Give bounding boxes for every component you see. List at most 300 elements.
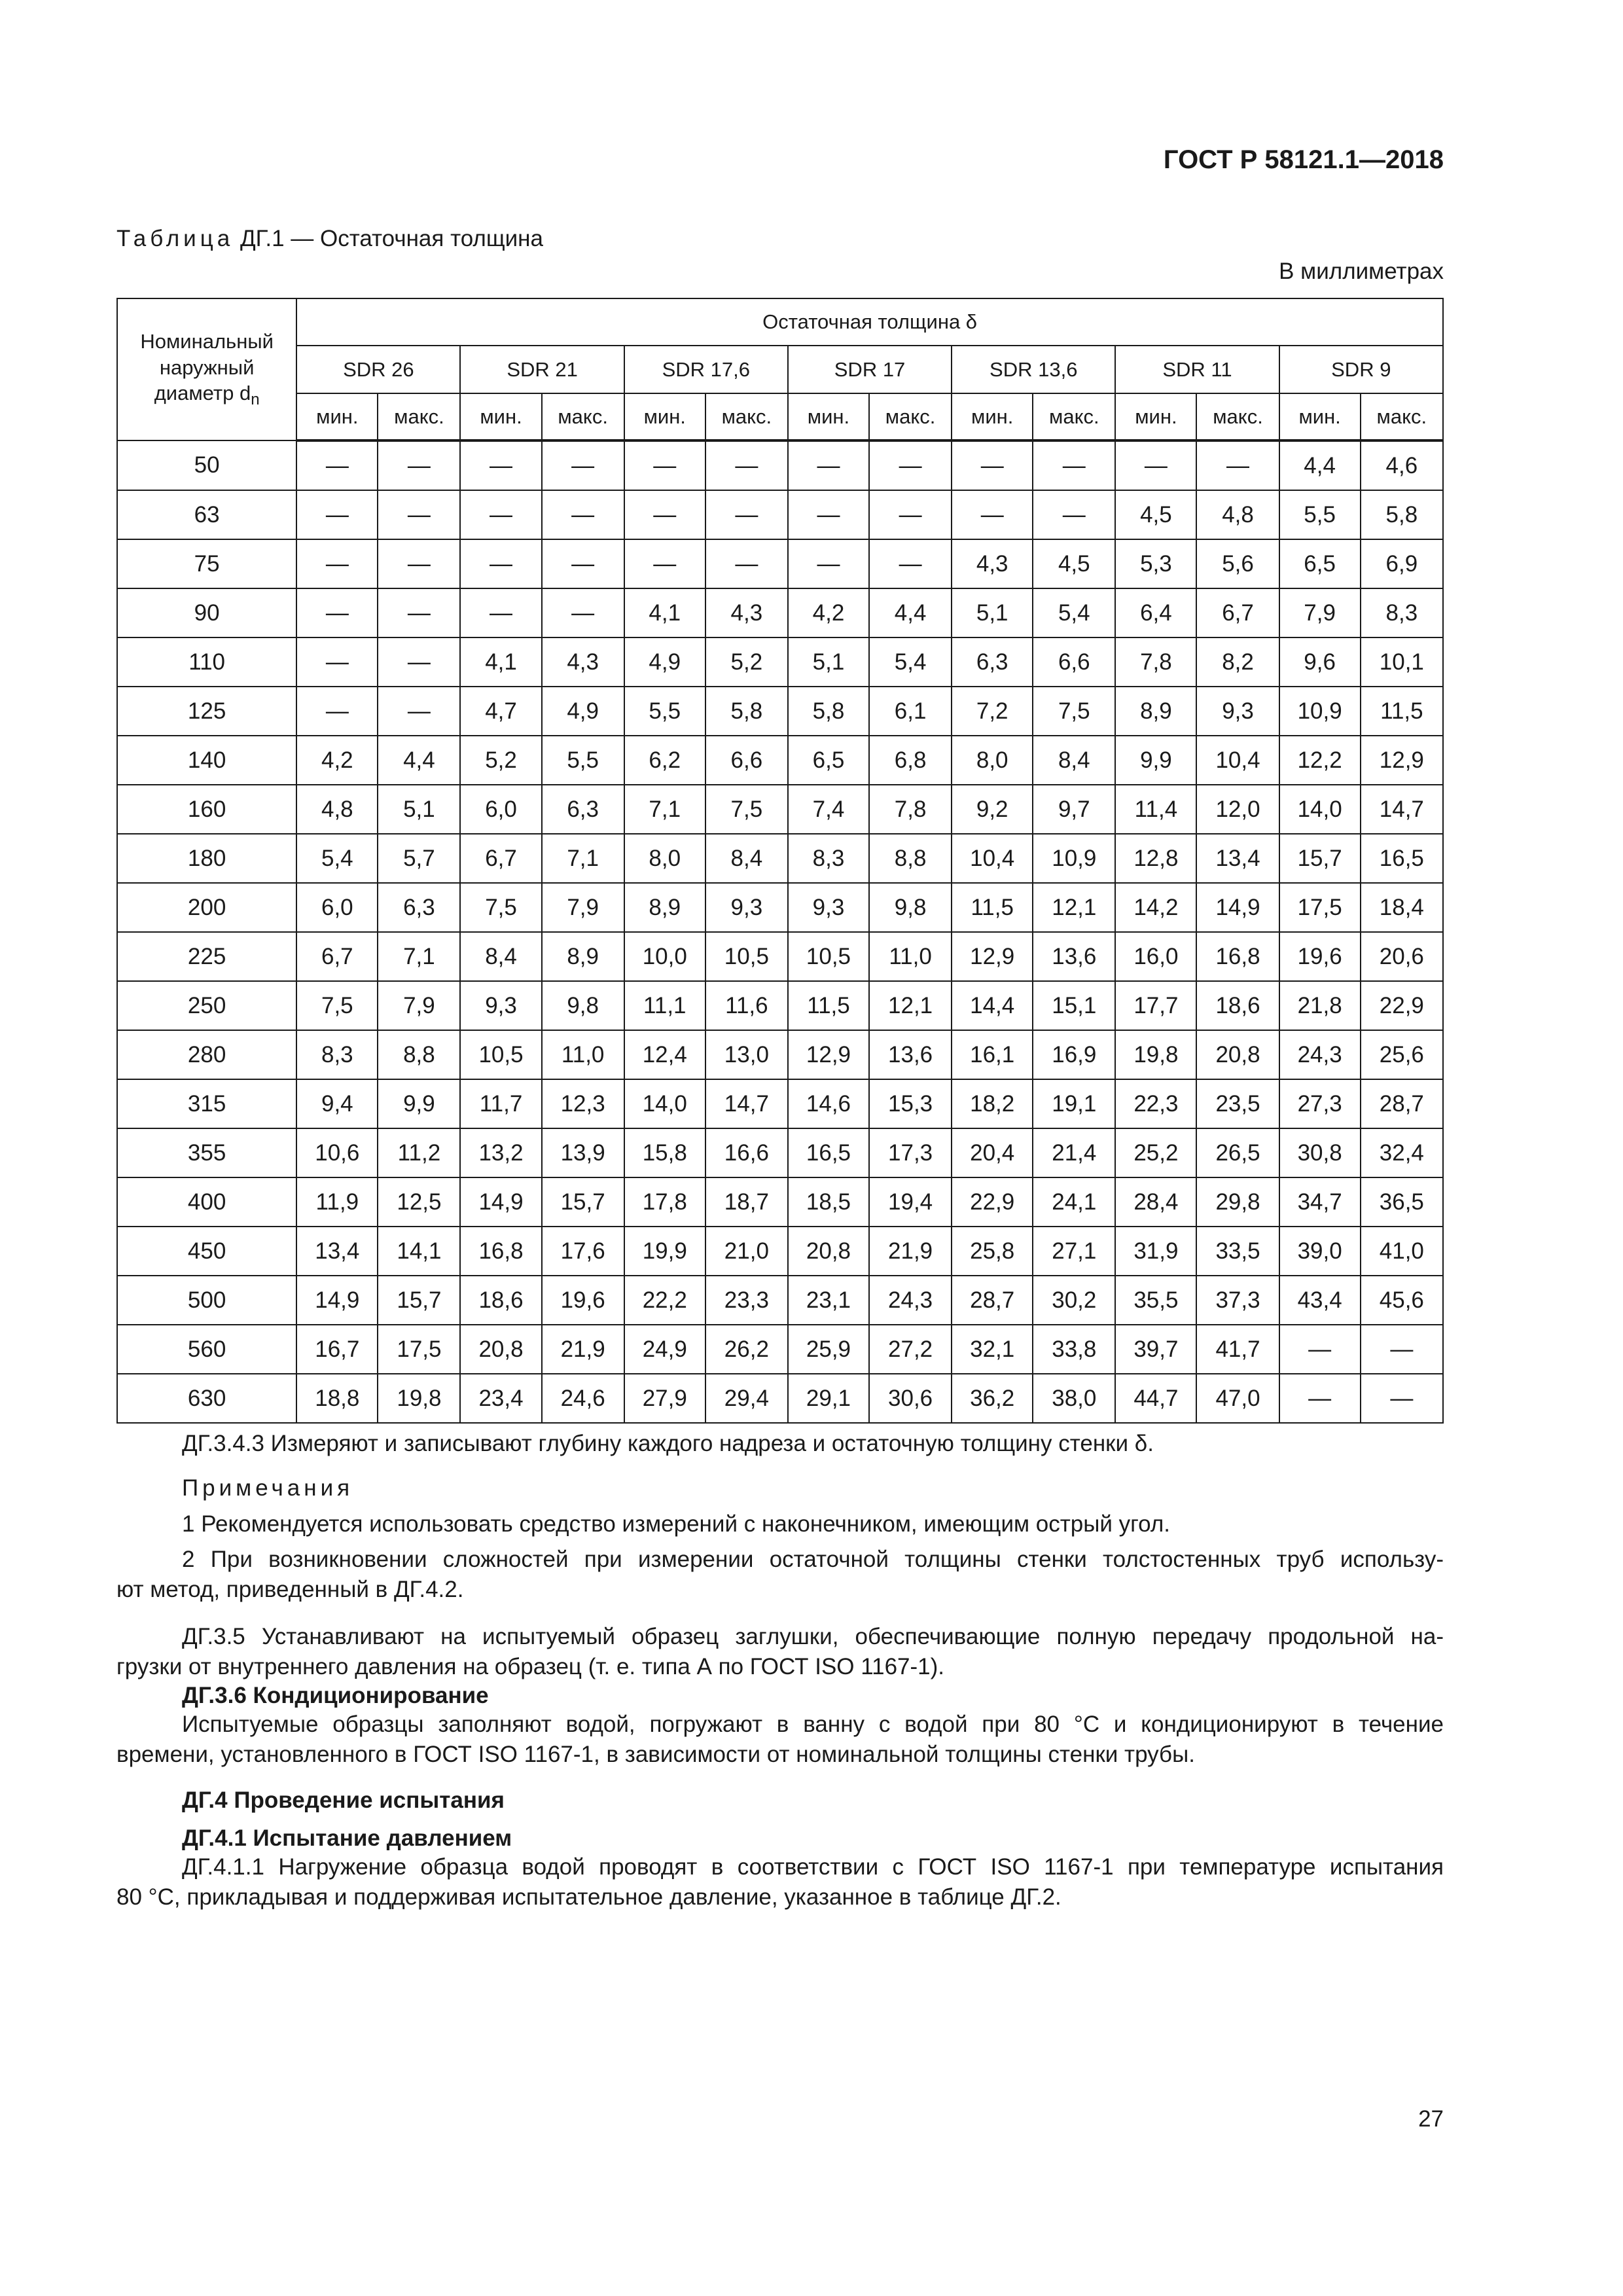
thickness-cell: 8,4	[460, 932, 541, 981]
thickness-cell: 29,8	[1196, 1177, 1279, 1227]
thickness-cell: 7,1	[378, 932, 460, 981]
thickness-cell: 14,9	[296, 1276, 378, 1325]
diameter-header-line3: диаметр d	[154, 382, 251, 405]
thickness-cell: —	[542, 539, 624, 588]
thickness-cell: 20,4	[952, 1128, 1033, 1177]
thickness-cell: 11,0	[869, 932, 952, 981]
thickness-cell: 45,6	[1361, 1276, 1443, 1325]
thickness-cell: 32,1	[952, 1325, 1033, 1374]
thickness-cell: —	[296, 539, 378, 588]
thickness-cell: 15,7	[1279, 834, 1361, 883]
thickness-cell: 5,5	[542, 736, 624, 785]
thickness-cell: 14,7	[1361, 785, 1443, 834]
thickness-cell: 5,6	[1196, 539, 1279, 588]
thickness-cell: 4,6	[1361, 440, 1443, 490]
thickness-cell: 5,2	[705, 637, 788, 687]
diameter-cell: 75	[117, 539, 296, 588]
thickness-cell: 5,1	[952, 588, 1033, 637]
page-number: 27	[1418, 2106, 1444, 2132]
thickness-cell: 12,9	[788, 1030, 869, 1079]
thickness-cell: 6,3	[952, 637, 1033, 687]
max-header: макс.	[1033, 393, 1115, 440]
thickness-cell: 10,5	[788, 932, 869, 981]
sdr-header: SDR 11	[1115, 346, 1279, 393]
thickness-cell: 6,3	[542, 785, 624, 834]
thickness-cell: 5,1	[788, 637, 869, 687]
paragraph-dg36-line2: времени, установленного в ГОСТ ISO 1167-1, в зависимости от номинальной толщины стенки трубы.	[116, 1742, 1195, 1767]
thickness-cell: 11,5	[952, 883, 1033, 932]
thickness-cell: —	[296, 440, 378, 490]
thickness-cell: 12,0	[1196, 785, 1279, 834]
thickness-cell: —	[788, 539, 869, 588]
thickness-cell: 47,0	[1196, 1374, 1279, 1423]
thickness-cell: 39,7	[1115, 1325, 1196, 1374]
thickness-cell: 22,9	[1361, 981, 1443, 1030]
thickness-cell: 30,8	[1279, 1128, 1361, 1177]
thickness-cell: —	[296, 637, 378, 687]
paragraph-dg411-line1: ДГ.4.1.1 Нагружение образца водой проводят в соответствии с ГОСТ ISO 1167-1 при температуре испытания	[182, 1854, 1444, 1880]
thickness-cell: 16,1	[952, 1030, 1033, 1079]
thickness-cell: 19,8	[1115, 1030, 1196, 1079]
thickness-cell: —	[296, 687, 378, 736]
thickness-cell: 13,0	[705, 1030, 788, 1079]
max-header: макс.	[542, 393, 624, 440]
thickness-cell: —	[952, 440, 1033, 490]
thickness-cell: 10,0	[624, 932, 705, 981]
thickness-cell: 17,3	[869, 1128, 952, 1177]
thickness-cell: 4,5	[1115, 490, 1196, 539]
thickness-cell: 21,8	[1279, 981, 1361, 1030]
thickness-cell: 7,5	[705, 785, 788, 834]
thickness-cell: 13,9	[542, 1128, 624, 1177]
thickness-cell: 29,1	[788, 1374, 869, 1423]
diameter-cell: 560	[117, 1325, 296, 1374]
thickness-cell: —	[1361, 1374, 1443, 1423]
thickness-cell: 29,4	[705, 1374, 788, 1423]
thickness-cell: 9,8	[869, 883, 952, 932]
thickness-cell: 7,2	[952, 687, 1033, 736]
table-row	[117, 883, 1443, 932]
thickness-cell: 7,5	[460, 883, 541, 932]
thickness-cell: 36,2	[952, 1374, 1033, 1423]
thickness-cell: 38,0	[1033, 1374, 1115, 1423]
table-row	[117, 932, 1443, 981]
thickness-cell: 30,6	[869, 1374, 952, 1423]
thickness-cell: 12,3	[542, 1079, 624, 1128]
thickness-cell: 31,9	[1115, 1227, 1196, 1276]
thickness-cell: 11,9	[296, 1177, 378, 1227]
thickness-cell: 9,7	[1033, 785, 1115, 834]
diameter-cell: 400	[117, 1177, 296, 1227]
thickness-cell: 12,4	[624, 1030, 705, 1079]
thickness-cell: 4,3	[542, 637, 624, 687]
thickness-cell: 20,8	[460, 1325, 541, 1374]
max-header: макс.	[1196, 393, 1279, 440]
min-header: мин.	[296, 393, 378, 440]
thickness-cell: 18,7	[705, 1177, 788, 1227]
thickness-cell: —	[460, 440, 541, 490]
thickness-cell: —	[705, 440, 788, 490]
thickness-cell: 21,0	[705, 1227, 788, 1276]
thickness-cell: 14,6	[788, 1079, 869, 1128]
thickness-cell: 9,2	[952, 785, 1033, 834]
thickness-cell: 5,8	[705, 687, 788, 736]
thickness-cell: 20,8	[1196, 1030, 1279, 1079]
thickness-cell: —	[378, 440, 460, 490]
thickness-cell: 12,9	[952, 932, 1033, 981]
diameter-cell: 180	[117, 834, 296, 883]
thickness-cell: —	[378, 539, 460, 588]
thickness-cell: 36,5	[1361, 1177, 1443, 1227]
diameter-cell: 250	[117, 981, 296, 1030]
thickness-cell: 7,4	[788, 785, 869, 834]
note-2-line1: 2 При возникновении сложностей при измерении остаточной толщины стенки толстостенных труб использу-	[182, 1547, 1444, 1572]
thickness-cell: 14,9	[1196, 883, 1279, 932]
thickness-cell: 32,4	[1361, 1128, 1443, 1177]
thickness-cell: —	[624, 440, 705, 490]
thickness-cell: 15,3	[869, 1079, 952, 1128]
thickness-cell: 15,8	[624, 1128, 705, 1177]
paragraph-dg411-line2: 80 °С, прикладывая и поддерживая испытательное давление, указанное в таблице ДГ.2.	[116, 1884, 1061, 1910]
diameter-cell: 315	[117, 1079, 296, 1128]
table-row	[117, 1030, 1443, 1079]
thickness-cell: 7,1	[542, 834, 624, 883]
thickness-cell: 8,9	[1115, 687, 1196, 736]
thickness-cell: 8,8	[378, 1030, 460, 1079]
thickness-cell: 13,6	[1033, 932, 1115, 981]
thickness-cell: 5,7	[378, 834, 460, 883]
thickness-cell: 34,7	[1279, 1177, 1361, 1227]
thickness-cell: 14,9	[460, 1177, 541, 1227]
min-header: мин.	[788, 393, 869, 440]
thickness-cell: 18,8	[296, 1374, 378, 1423]
column-group-header: Остаточная толщина δ	[296, 298, 1443, 346]
thickness-cell: 18,6	[460, 1276, 541, 1325]
thickness-cell: 9,3	[1196, 687, 1279, 736]
thickness-cell: 30,2	[1033, 1276, 1115, 1325]
thickness-cell: 8,4	[705, 834, 788, 883]
thickness-cell: 9,4	[296, 1079, 378, 1128]
thickness-cell: 18,2	[952, 1079, 1033, 1128]
thickness-cell: 16,8	[1196, 932, 1279, 981]
thickness-cell: 13,4	[296, 1227, 378, 1276]
thickness-cell: 4,7	[460, 687, 541, 736]
thickness-cell: 26,5	[1196, 1128, 1279, 1177]
max-header: макс.	[378, 393, 460, 440]
thickness-cell: 4,1	[460, 637, 541, 687]
thickness-cell: 7,8	[869, 785, 952, 834]
thickness-cell: 4,5	[1033, 539, 1115, 588]
thickness-cell: 19,6	[1279, 932, 1361, 981]
thickness-cell: 12,8	[1115, 834, 1196, 883]
thickness-cell: 8,9	[624, 883, 705, 932]
paragraph-dg35-line2: грузки от внутреннего давления на образец (т. е. типа А по ГОСТ ISO 1167-1).	[116, 1654, 945, 1679]
thickness-cell: 4,3	[705, 588, 788, 637]
thickness-cell: 25,6	[1361, 1030, 1443, 1079]
thickness-cell: 8,3	[1361, 588, 1443, 637]
thickness-cell: 10,5	[460, 1030, 541, 1079]
thickness-cell: 23,5	[1196, 1079, 1279, 1128]
thickness-cell: 5,4	[296, 834, 378, 883]
thickness-cell: 6,1	[869, 687, 952, 736]
thickness-cell: 17,5	[1279, 883, 1361, 932]
thickness-cell: —	[869, 440, 952, 490]
thickness-cell: 10,6	[296, 1128, 378, 1177]
thickness-cell: 23,3	[705, 1276, 788, 1325]
column-header-diameter	[117, 298, 296, 440]
thickness-cell: 10,5	[705, 932, 788, 981]
thickness-cell: 24,9	[624, 1325, 705, 1374]
thickness-cell: 22,9	[952, 1177, 1033, 1227]
diameter-header-line2: наружный	[159, 355, 255, 379]
diameter-cell: 90	[117, 588, 296, 637]
thickness-cell: 24,3	[869, 1276, 952, 1325]
thickness-cell: —	[1361, 1325, 1443, 1374]
thickness-cell: 14,2	[1115, 883, 1196, 932]
diameter-header-line1: Номинальный	[140, 329, 274, 353]
sdr-header: SDR 26	[296, 346, 460, 393]
thickness-cell: 10,9	[1279, 687, 1361, 736]
thickness-cell: 12,9	[1361, 736, 1443, 785]
table-row	[117, 539, 1443, 588]
diameter-cell: 50	[117, 440, 296, 490]
thickness-cell: —	[378, 687, 460, 736]
thickness-cell: 11,5	[1361, 687, 1443, 736]
thickness-cell: 35,5	[1115, 1276, 1196, 1325]
thickness-cell: —	[1279, 1374, 1361, 1423]
thickness-cell: 12,5	[378, 1177, 460, 1227]
thickness-cell: 10,9	[1033, 834, 1115, 883]
thickness-cell: 7,9	[542, 883, 624, 932]
thickness-cell: —	[952, 490, 1033, 539]
thickness-cell: 28,7	[1361, 1079, 1443, 1128]
thickness-cell: 10,4	[1196, 736, 1279, 785]
table-row	[117, 440, 1443, 490]
thickness-cell: 8,4	[1033, 736, 1115, 785]
thickness-cell: —	[624, 539, 705, 588]
thickness-cell: 23,4	[460, 1374, 541, 1423]
thickness-cell: 5,4	[869, 637, 952, 687]
thickness-cell: —	[542, 490, 624, 539]
thickness-cell: —	[788, 440, 869, 490]
thickness-cell: 15,1	[1033, 981, 1115, 1030]
diameter-cell: 110	[117, 637, 296, 687]
thickness-cell: 41,7	[1196, 1325, 1279, 1374]
note-2-line2: ют метод, приведенный в ДГ.4.2.	[116, 1577, 464, 1602]
thickness-cell: 21,9	[542, 1325, 624, 1374]
thickness-cell: 4,3	[952, 539, 1033, 588]
thickness-cell: —	[1196, 440, 1279, 490]
table-row	[117, 834, 1443, 883]
thickness-cell: 9,8	[542, 981, 624, 1030]
thickness-cell: 5,8	[788, 687, 869, 736]
table-caption	[116, 226, 543, 252]
thickness-cell: 18,4	[1361, 883, 1443, 932]
thickness-cell: 27,1	[1033, 1227, 1115, 1276]
thickness-cell: 6,8	[869, 736, 952, 785]
paragraph-dg35-line1: ДГ.3.5 Устанавливают на испытуемый образец заглушки, обеспечивающие полную передачу продольной на-	[182, 1624, 1444, 1649]
heading-dg4: ДГ.4 Проведение испытания	[182, 1787, 505, 1813]
thickness-cell: 19,1	[1033, 1079, 1115, 1128]
thickness-cell: 6,4	[1115, 588, 1196, 637]
thickness-cell: 19,4	[869, 1177, 952, 1227]
thickness-cell: —	[869, 490, 952, 539]
thickness-cell: —	[1033, 490, 1115, 539]
thickness-cell: 22,2	[624, 1276, 705, 1325]
thickness-cell: 24,3	[1279, 1030, 1361, 1079]
thickness-cell: 7,5	[1033, 687, 1115, 736]
diameter-cell: 280	[117, 1030, 296, 1079]
diameter-cell: 500	[117, 1276, 296, 1325]
thickness-cell: 16,6	[705, 1128, 788, 1177]
diameter-cell: 225	[117, 932, 296, 981]
thickness-cell: 4,9	[542, 687, 624, 736]
thickness-cell: —	[296, 588, 378, 637]
thickness-cell: —	[542, 440, 624, 490]
thickness-cell: 5,5	[1279, 490, 1361, 539]
thickness-cell: 5,4	[1033, 588, 1115, 637]
thickness-cell: 4,8	[296, 785, 378, 834]
notes-title: Примечания	[182, 1475, 354, 1501]
thickness-cell: 16,9	[1033, 1030, 1115, 1079]
thickness-cell: 20,8	[788, 1227, 869, 1276]
thickness-cell: 5,8	[1361, 490, 1443, 539]
thickness-cell: —	[869, 539, 952, 588]
thickness-cell: 6,6	[1033, 637, 1115, 687]
thickness-cell: 27,2	[869, 1325, 952, 1374]
thickness-cell: 6,6	[705, 736, 788, 785]
max-header: макс.	[869, 393, 952, 440]
thickness-cell: 4,4	[378, 736, 460, 785]
min-header: мин.	[952, 393, 1033, 440]
table-row	[117, 1276, 1443, 1325]
thickness-cell: 13,2	[460, 1128, 541, 1177]
table-row	[117, 1177, 1443, 1227]
thickness-cell: 16,0	[1115, 932, 1196, 981]
thickness-cell: —	[542, 588, 624, 637]
thickness-cell: 18,5	[788, 1177, 869, 1227]
heading-dg41: ДГ.4.1 Испытание давлением	[182, 1825, 512, 1851]
thickness-cell: 26,2	[705, 1325, 788, 1374]
min-header: мин.	[460, 393, 541, 440]
thickness-cell: 16,5	[788, 1128, 869, 1177]
thickness-cell: 13,4	[1196, 834, 1279, 883]
thickness-cell: —	[460, 490, 541, 539]
thickness-cell: 5,1	[378, 785, 460, 834]
sdr-header: SDR 13,6	[952, 346, 1115, 393]
diameter-cell: 450	[117, 1227, 296, 1276]
thickness-cell: 43,4	[1279, 1276, 1361, 1325]
thickness-cell: 5,5	[624, 687, 705, 736]
thickness-cell: 14,0	[624, 1079, 705, 1128]
thickness-cell: —	[296, 490, 378, 539]
note-1: 1 Рекомендуется использовать средство измерений с наконечником, имеющим острый угол.	[182, 1511, 1171, 1537]
thickness-cell: 11,6	[705, 981, 788, 1030]
thickness-cell: —	[378, 637, 460, 687]
thickness-cell: 11,7	[460, 1079, 541, 1128]
thickness-cell: 21,4	[1033, 1128, 1115, 1177]
thickness-cell: 19,8	[378, 1374, 460, 1423]
thickness-cell: —	[378, 490, 460, 539]
thickness-cell: 10,4	[952, 834, 1033, 883]
thickness-cell: 11,2	[378, 1128, 460, 1177]
thickness-cell: 17,6	[542, 1227, 624, 1276]
thickness-cell: 6,7	[1196, 588, 1279, 637]
min-header: мин.	[624, 393, 705, 440]
table-caption-title: ДГ.1 — Остаточная толщина	[234, 226, 543, 251]
table-row	[117, 687, 1443, 736]
table-units: В миллиметрах	[1279, 259, 1444, 284]
thickness-cell: 4,9	[624, 637, 705, 687]
thickness-cell: 4,1	[624, 588, 705, 637]
diameter-header-subscript: n	[251, 391, 260, 409]
thickness-cell: 28,4	[1115, 1177, 1196, 1227]
thickness-cell: 6,5	[788, 736, 869, 785]
thickness-cell: —	[460, 539, 541, 588]
thickness-cell: 24,1	[1033, 1177, 1115, 1227]
thickness-cell: 19,6	[542, 1276, 624, 1325]
thickness-cell: 4,2	[296, 736, 378, 785]
thickness-cell: 9,3	[788, 883, 869, 932]
thickness-cell: —	[1033, 440, 1115, 490]
thickness-cell: 7,1	[624, 785, 705, 834]
thickness-cell: 6,0	[296, 883, 378, 932]
thickness-cell: 11,5	[788, 981, 869, 1030]
thickness-cell: 8,0	[624, 834, 705, 883]
thickness-cell: 14,7	[705, 1079, 788, 1128]
thickness-cell: 33,5	[1196, 1227, 1279, 1276]
table-row	[117, 1227, 1443, 1276]
thickness-cell: 8,2	[1196, 637, 1279, 687]
thickness-cell: 21,9	[869, 1227, 952, 1276]
heading-dg36: ДГ.3.6 Кондиционирование	[182, 1683, 489, 1708]
thickness-cell: 22,3	[1115, 1079, 1196, 1128]
table-row	[117, 785, 1443, 834]
thickness-cell: 8,9	[542, 932, 624, 981]
min-header: мин.	[1115, 393, 1196, 440]
thickness-cell: 28,7	[952, 1276, 1033, 1325]
thickness-cell: 5,2	[460, 736, 541, 785]
thickness-cell: 27,3	[1279, 1079, 1361, 1128]
max-header: макс.	[1361, 393, 1443, 440]
min-header: мин.	[1279, 393, 1361, 440]
thickness-cell: 41,0	[1361, 1227, 1443, 1276]
thickness-cell: 25,8	[952, 1227, 1033, 1276]
thickness-cell: 23,1	[788, 1276, 869, 1325]
paragraph-dg36-line1: Испытуемые образцы заполняют водой, погружают в ванну с водой при 80 °С и кондиционируют в течение	[182, 1712, 1444, 1737]
table-caption-prefix: Таблица	[116, 226, 234, 251]
thickness-cell: 39,0	[1279, 1227, 1361, 1276]
thickness-cell: 6,2	[624, 736, 705, 785]
thickness-cell: 4,8	[1196, 490, 1279, 539]
thickness-cell: 24,6	[542, 1374, 624, 1423]
thickness-cell: —	[788, 490, 869, 539]
thickness-cell: 5,3	[1115, 539, 1196, 588]
thickness-cell: 16,8	[460, 1227, 541, 1276]
thickness-cell: 25,2	[1115, 1128, 1196, 1177]
thickness-cell: —	[705, 490, 788, 539]
thickness-cell: 9,9	[1115, 736, 1196, 785]
thickness-cell: 11,0	[542, 1030, 624, 1079]
thickness-cell: 19,9	[624, 1227, 705, 1276]
thickness-cell: 20,6	[1361, 932, 1443, 981]
table-row	[117, 1128, 1443, 1177]
thickness-cell: —	[1279, 1325, 1361, 1374]
thickness-cell: —	[460, 588, 541, 637]
thickness-cell: 6,9	[1361, 539, 1443, 588]
thickness-cell: 14,1	[378, 1227, 460, 1276]
thickness-cell: 17,5	[378, 1325, 460, 1374]
